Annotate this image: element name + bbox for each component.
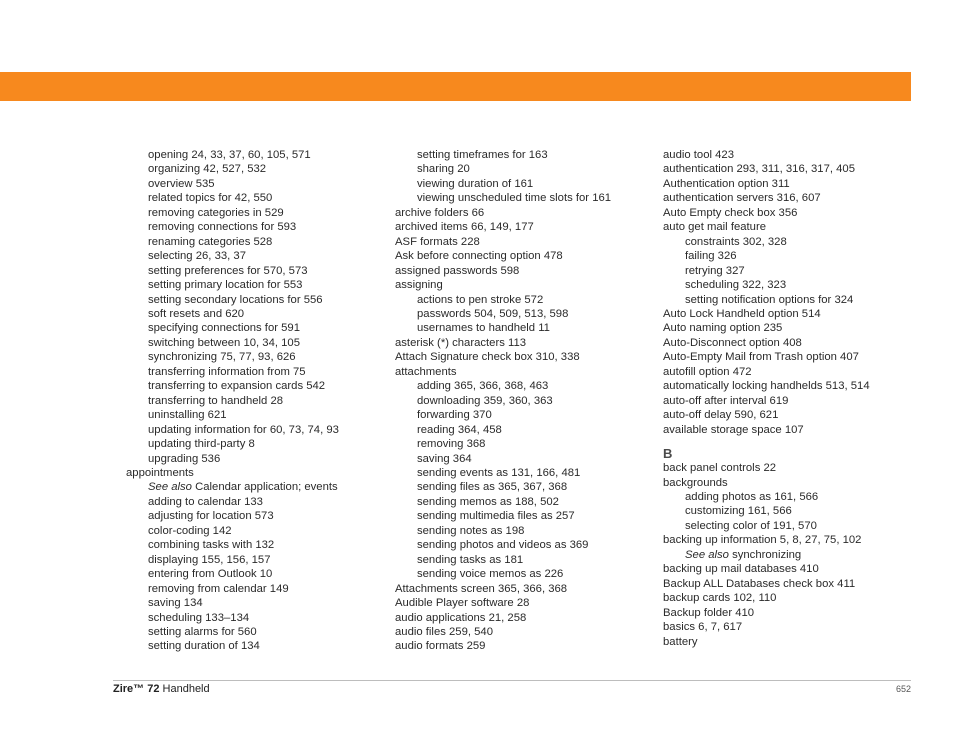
index-subentry: forwarding 370 xyxy=(417,409,492,422)
index-subentry: sending notes as 198 xyxy=(417,524,525,537)
index-subentry: related topics for 42, 550 xyxy=(148,192,273,205)
index-entry: battery xyxy=(663,635,698,648)
index-entry: audio tool 423 xyxy=(663,149,734,161)
index-subentry: transferring information from 75 xyxy=(148,365,306,378)
index-subentry: specifying connections for 591 xyxy=(148,322,300,335)
index-subentry: scheduling 133–134 xyxy=(148,611,250,624)
index-entry: attachments xyxy=(395,365,457,378)
index-subentry: sending tasks as 181 xyxy=(417,553,524,566)
index-entry: auto-off after interval 619 xyxy=(663,394,789,407)
see-also-target: synchronizing xyxy=(728,548,802,561)
index-entry: Attachments screen 365, 366, 368 xyxy=(395,582,568,595)
index-entry: Authentication option 311 xyxy=(663,177,790,190)
index-entry: archive folders 66 xyxy=(395,206,485,219)
index-subentry: setting alarms for 560 xyxy=(148,625,257,638)
index-subentry: sending events as 131, 166, 481 xyxy=(417,466,581,479)
index-subentry: adding photos as 161, 566 xyxy=(685,490,819,503)
see-also-target: Calendar application; events xyxy=(191,481,338,494)
index-subentry: soft resets and 620 xyxy=(148,307,245,320)
index-subentry: sending voice memos as 226 xyxy=(417,568,564,581)
index-entry: Auto naming option 235 xyxy=(663,322,783,335)
index-subentry: adding to calendar 133 xyxy=(148,495,263,508)
index-entry: Auto Empty check box 356 xyxy=(663,206,798,219)
index-subentry: setting secondary locations for 556 xyxy=(148,293,323,306)
index-subentry: combining tasks with 132 xyxy=(148,539,275,552)
footer-product: Zire™ 72 xyxy=(113,683,160,695)
index-subentry: opening 24, 33, 37, 60, 105, 571 xyxy=(148,149,311,161)
index-subentry: removing connections for 593 xyxy=(148,221,297,234)
index-entry: back panel controls 22 xyxy=(663,462,777,475)
footer-title xyxy=(113,683,210,695)
see-also-label: See also xyxy=(148,481,192,494)
index-subentry: sending multimedia files as 257 xyxy=(417,510,575,523)
index-entry: Auto-Disconnect option 408 xyxy=(663,336,802,349)
index-subentry: setting primary location for 553 xyxy=(148,279,303,292)
index-subentry: customizing 161, 566 xyxy=(685,505,792,518)
index-entry: backing up information 5, 8, 27, 75, 102 xyxy=(663,534,862,547)
index-subentry: renaming categories 528 xyxy=(148,235,273,248)
index-entry: available storage space 107 xyxy=(663,423,804,436)
index-subentry: organizing 42, 527, 532 xyxy=(148,163,267,176)
index-entry: ASF formats 228 xyxy=(395,235,480,248)
index-subentry: setting duration of 134 xyxy=(148,640,260,653)
index-subentry: constraints 302, 328 xyxy=(685,235,787,248)
index-subentry: usernames to handheld 11 xyxy=(417,322,550,335)
index-subentry: adjusting for location 573 xyxy=(148,510,274,523)
index-subentry: removing categories in 529 xyxy=(148,206,284,219)
index-column-2 xyxy=(395,148,657,654)
index-entry: Auto-Empty Mail from Trash option 407 xyxy=(663,351,859,364)
index-subentry: synchronizing 75, 77, 93, 626 xyxy=(148,351,296,364)
index-subentry: removing from calendar 149 xyxy=(148,582,289,595)
index-entry: basics 6, 7, 617 xyxy=(663,621,743,634)
see-also-label: See also xyxy=(685,548,729,561)
index-subentry: setting notification options for 324 xyxy=(685,293,854,306)
footer-suffix: Handheld xyxy=(159,683,210,695)
index-entry: audio formats 259 xyxy=(395,640,486,653)
index-subentry: setting preferences for 570, 573 xyxy=(148,264,308,277)
index-subentry: color-coding 142 xyxy=(148,524,232,537)
index-subentry: actions to pen stroke 572 xyxy=(417,293,544,306)
index-column-1 xyxy=(126,148,388,654)
index-subentry: displaying 155, 156, 157 xyxy=(148,553,271,566)
index-subentry: selecting 26, 33, 37 xyxy=(148,250,246,263)
index-subentry: removing 368 xyxy=(417,438,486,451)
index-subentry: setting timeframes for 163 xyxy=(417,149,548,161)
index-subentry: saving 134 xyxy=(148,597,203,610)
index-subentry: sending memos as 188, 502 xyxy=(417,495,559,508)
index-entry: assigned passwords 598 xyxy=(395,264,520,277)
index-entry: Attach Signature check box 310, 338 xyxy=(395,351,580,364)
index-entry: Auto Lock Handheld option 514 xyxy=(663,307,821,320)
index-entry: backgrounds xyxy=(663,476,728,489)
index-entry: backing up mail databases 410 xyxy=(663,563,819,576)
index-subentry: adding 365, 366, 368, 463 xyxy=(417,380,549,393)
index-subentry: switching between 10, 34, 105 xyxy=(148,336,300,349)
index-entry: auto-off delay 590, 621 xyxy=(663,409,779,422)
index-entry: Backup ALL Databases check box 411 xyxy=(663,577,856,590)
index-entry: audio applications 21, 258 xyxy=(395,611,527,624)
index-entry: auto get mail feature xyxy=(663,221,766,234)
header-banner xyxy=(0,72,911,101)
index-entry: autofill option 472 xyxy=(663,365,752,378)
index-subentry: passwords 504, 509, 513, 598 xyxy=(417,307,569,320)
index-subentry: selecting color of 191, 570 xyxy=(685,519,817,532)
index-entry: assigning xyxy=(395,279,443,292)
index-subentry: saving 364 xyxy=(417,452,472,465)
index-entry: archived items 66, 149, 177 xyxy=(395,221,534,234)
index-subentry: retrying 327 xyxy=(685,264,745,277)
index-entry: Backup folder 410 xyxy=(663,606,755,619)
index-subentry: viewing duration of 161 xyxy=(417,177,534,190)
index-subentry: overview 535 xyxy=(148,177,215,190)
index-subentry xyxy=(126,480,388,494)
page-number: 652 xyxy=(895,684,911,694)
index-subentry: sharing 20 xyxy=(417,163,470,176)
index-entry: backup cards 102, 110 xyxy=(663,592,777,605)
footer-divider xyxy=(113,680,911,681)
index-subentry: upgrading 536 xyxy=(148,452,221,465)
index-subentry: sending photos and videos as 369 xyxy=(417,539,589,552)
index-subentry: downloading 359, 360, 363 xyxy=(417,394,553,407)
index-subentry: updating third-party 8 xyxy=(148,438,255,451)
index-subentry: transferring to expansion cards 542 xyxy=(148,380,326,393)
index-entry: authentication servers 316, 607 xyxy=(663,192,821,205)
index-subentry: entering from Outlook 10 xyxy=(148,568,273,581)
index-column-3 xyxy=(663,148,911,649)
index-subentry: transferring to handheld 28 xyxy=(148,394,284,407)
index-subentry: sending files as 365, 367, 368 xyxy=(417,481,568,494)
index-section-letter: B xyxy=(663,446,673,462)
index-entry: asterisk (*) characters 113 xyxy=(395,336,527,349)
index-entry: audio files 259, 540 xyxy=(395,625,493,638)
index-entry: appointments xyxy=(126,466,194,479)
index-subentry: uninstalling 621 xyxy=(148,409,227,422)
index-entry: authentication 293, 311, 316, 317, 405 xyxy=(663,163,855,176)
index-entry: Audible Player software 28 xyxy=(395,597,530,610)
index-entry: Ask before connecting option 478 xyxy=(395,250,563,263)
index-subentry: updating information for 60, 73, 74, 93 xyxy=(148,423,339,436)
index-subentry: reading 364, 458 xyxy=(417,423,502,436)
index-subentry: scheduling 322, 323 xyxy=(685,279,787,292)
index-subentry: viewing unscheduled time slots for 161 xyxy=(417,192,612,205)
index-subentry xyxy=(663,548,911,562)
index-subentry: failing 326 xyxy=(685,250,737,263)
index-entry: automatically locking handhelds 513, 514 xyxy=(663,380,870,393)
